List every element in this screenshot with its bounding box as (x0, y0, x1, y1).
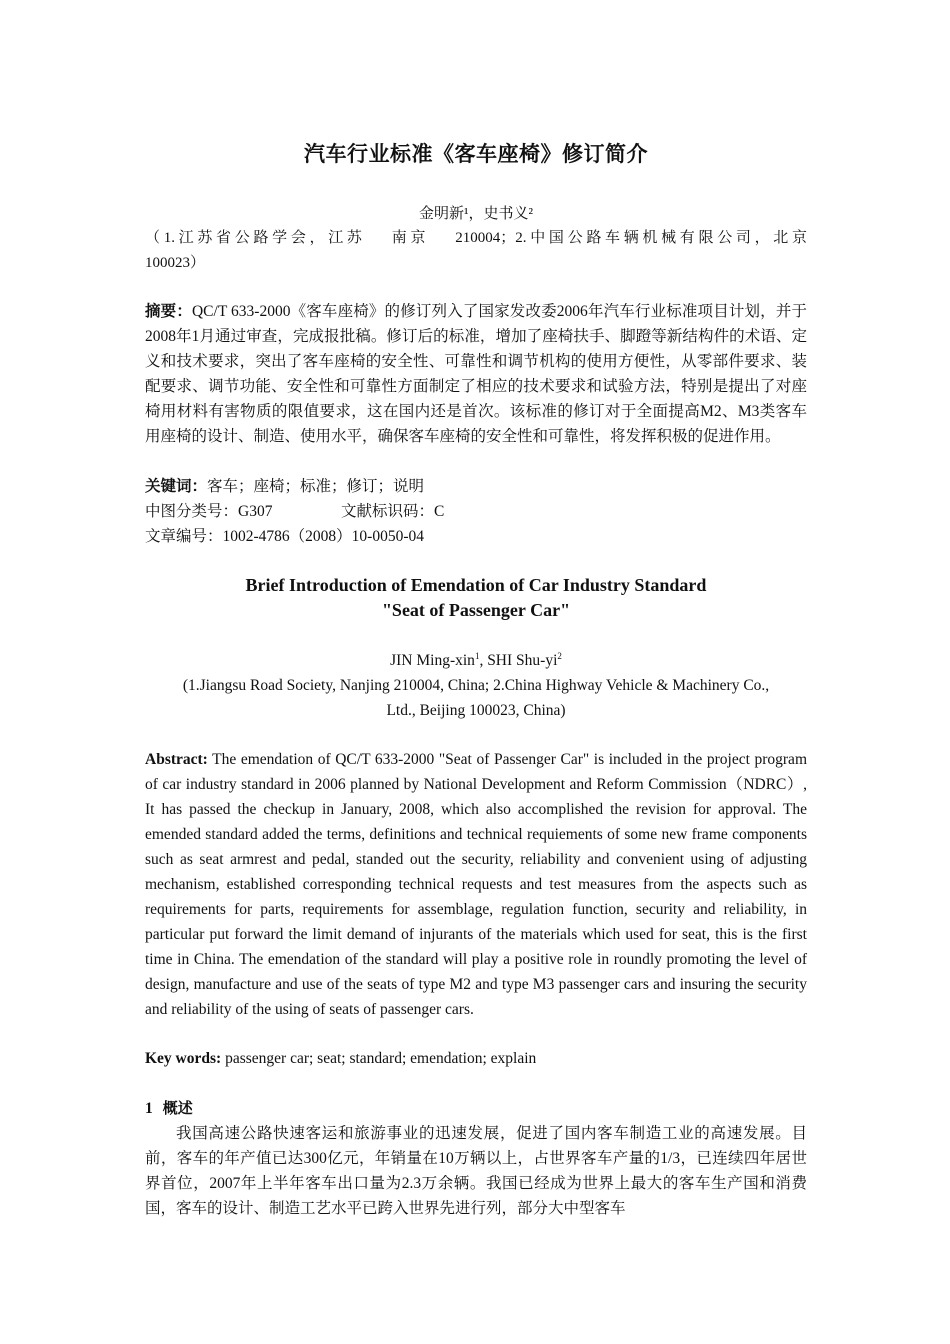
section-paragraph: 我国高速公路快速客运和旅游事业的迅速发展，促进了国内客车制造工业的高速发展。目前，客车的年产值已达300亿元，年销量在10万辆以上，占世界客车产量的1/3，已连续四年居世界首位，2007年上半年客车出口量为2.3万余辆。我国已经成为世界上最大的客车生产国和消费国，客车的设计、制造工艺水平已跨入世界先进行列，部分大中型客车 (145, 1125, 807, 1217)
document-code: 文献标识码：C (341, 503, 445, 520)
english-title-line2: "Seat of Passenger Car" (381, 600, 571, 620)
english-author2: , SHI Shu-yi (479, 652, 558, 669)
english-author2-sup: 2 (557, 650, 562, 661)
chinese-abstract-label: 摘要： (145, 303, 192, 320)
english-keywords (145, 1046, 807, 1071)
english-abstract-text: The emendation of QC/T 633-2000 "Seat of Passenger Car" is included in the project program of car industry standard in 2006 planned by National Development and Reform Commission（NDRC）, It has passed the checkup in January, 2008, which also accomplished the revision for approval. The emended standard added the terms, definitions and technical requiements of some new frame components such as seat armrest and pedal, standed out the security, reliability and convenient using of adjusting mechanism, established corresponding technical requests and test measures from the aspects such as requirements for parts, requirements for assemblage, regulation function, security and reliability, in particular put forward the limit demand of injurants of the materials which used for seat, this is the first time in China. The emendation of the standard will play a positive role in roundly promoting the level of design, manufacture and use of the seats of type M2 and type M3 passenger cars and insuring the security and reliability of the using of seats of passenger cars. (145, 751, 807, 1018)
article-number: 文章编号：1002-4786（2008）10-0050-04 (145, 528, 424, 545)
english-author1: JIN Ming-xin (390, 652, 475, 669)
chinese-keywords-text: 客车；座椅；标准；修订；说明 (207, 478, 425, 495)
english-title (145, 573, 807, 623)
section-heading (145, 1096, 193, 1121)
english-author1-sup: 1 (474, 650, 480, 661)
section-title: 概述 (162, 1099, 193, 1117)
chinese-abstract-text: QC/T 633-2000《客车座椅》的修订列入了国家发改委2006年汽车行业标准项目计划，并于2008年1月通过审查，完成报批稿。修订后的标准，增加了座椅扶手、脚蹬等新结构件的术语、定义和技术要求，突出了客车座椅的安全性、可靠性和调节机构的使用方便性，从零部件要求、装配要求、调节功能、安全性和可靠性方面制定了相应的技术要求和试验方法，特别是提出了对座椅用材料有害物质的限值要求，这在国内还是首次。该标准的修订对于全面提高M2、M3类客车用座椅的设计、制造、使用水平，确保客车座椅的安全性和可靠性，将发挥积极的促进作用。 (145, 303, 807, 445)
english-affiliation-line1: (1.Jiangsu Road Society, Nanjing 210004, China; 2.China Highway Vehicle & Machinery Co., (182, 677, 770, 694)
english-keywords-label: Key words: (145, 1050, 222, 1067)
section-number: 1 (145, 1100, 153, 1117)
english-keywords-text: passenger car; seat; standard; emendation; explain (221, 1050, 537, 1067)
chinese-title: 汽车行业标准《客车座椅》修订简介 (304, 142, 648, 166)
chinese-authors: 金明新¹，史书义² (419, 206, 533, 222)
chinese-abstract (145, 299, 807, 449)
english-affiliation-line2: Ltd., Beijing 100023, China) (386, 702, 566, 719)
english-affiliation (145, 673, 807, 723)
english-abstract-label: Abstract: (145, 751, 208, 768)
english-authors (145, 648, 807, 673)
chinese-affiliation-line1: （1.江苏省公路学会，江苏 南京 210004；2.中国公路车辆机械有限公司，北京 (145, 230, 807, 246)
chinese-affiliation-line2: 100023） (145, 255, 206, 271)
english-abstract (145, 747, 807, 1022)
english-title-line1: Brief Introduction of Emendation of Car Industry Standard (245, 575, 707, 595)
chinese-keywords-label: 关键词： (145, 478, 208, 495)
chinese-keywords (145, 474, 424, 499)
classification-number: 中图分类号：G307 (145, 503, 273, 520)
